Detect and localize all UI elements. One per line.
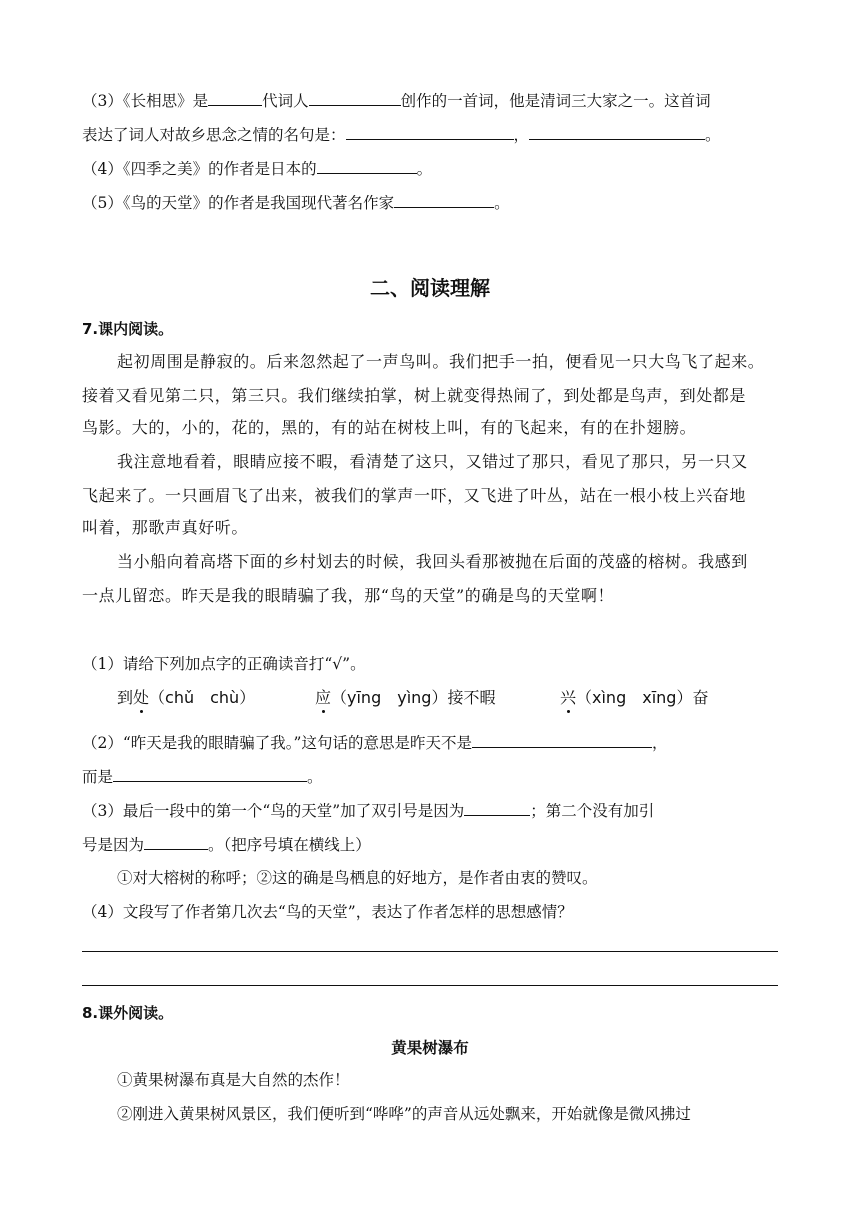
- q3-blank-poet[interactable]: [309, 90, 401, 106]
- passage-line-7: 当小船向着高塔下面的乡村划去的时候，我回头看那被抛在后面的茂盛的榕树。我感到: [117, 552, 748, 571]
- pinyin-item-2-dotted: 应: [315, 688, 332, 707]
- passage-line-4: 我注意地看着，眼睛应接不暇，看清楚了这只，又错过了那只，看见了那只，另一只又: [117, 452, 748, 471]
- q3-text-c: 创作的一首词，他是清词三大家之一。这首词: [400, 92, 711, 110]
- q8-subtitle: 黄果树瀑布: [391, 1039, 469, 1057]
- passage-line-8: 一点儿留恋。昨天是我的眼睛骗了我，那“鸟的天堂”的确是鸟的天堂啊！: [82, 586, 615, 605]
- q4-blank[interactable]: [317, 158, 417, 174]
- q4-end: 。: [416, 160, 433, 178]
- q5-blank[interactable]: [394, 192, 494, 208]
- sub3-semi: ；第二个没有加引: [530, 802, 655, 820]
- passage-line-2: 接着又看见第二只，第三只。我们继续拍掌，树上就变得热闹了，到处都是鸟声，到处都是: [82, 386, 747, 405]
- q3-blank-dynasty[interactable]: [208, 90, 262, 106]
- sub2-comma: ，: [651, 734, 668, 752]
- q3-line2: [82, 124, 721, 145]
- sub3-text-a: （3）最后一段中的第一个“鸟的天堂”加了双引号是因为: [82, 802, 465, 820]
- sub2-text-b: 而是: [82, 768, 114, 786]
- answer-line-2[interactable]: [82, 985, 778, 986]
- sub2-end: 。: [307, 768, 323, 786]
- sub3-end: 。（把序号填在横线上）: [208, 836, 371, 854]
- pinyin-item-1-options[interactable]: （chǔ chù）: [149, 688, 256, 707]
- pinyin-item-1: [117, 688, 255, 708]
- passage-line-6: 叫着，那歌声真好听。: [82, 518, 249, 537]
- pinyin-item-2-options[interactable]: （yīng yìng）: [331, 688, 448, 707]
- pinyin-item-2-post: 接不暇: [447, 688, 496, 707]
- sub3-text-b: 号是因为: [82, 836, 145, 854]
- q3-text-a: （3）《长相思》是: [82, 92, 209, 110]
- q3-blank-quote1[interactable]: [346, 124, 514, 140]
- q5-line: [82, 192, 510, 213]
- q3-comma: ，: [513, 126, 530, 144]
- q5-end: 。: [494, 194, 510, 212]
- passage-line-1: 起初周围是静寂的。后来忽然起了一声鸟叫。我们把手一拍，便看见一只大鸟飞了起来。: [117, 352, 765, 371]
- sub3-line2: [82, 834, 371, 855]
- pinyin-item-3: [560, 688, 708, 708]
- pinyin-item-3-options[interactable]: （xìng xīng）: [576, 688, 693, 707]
- sub2-line1: [82, 732, 667, 753]
- sub3-options: ①对大榕树的称呼；②这的确是鸟栖息的好地方，是作者由衷的赞叹。: [117, 869, 598, 887]
- passage-line-3: 鸟影。大的，小的，花的，黑的，有的站在树枝上叫，有的飞起来，有的在扑翅膀。: [82, 418, 697, 437]
- sub4-prompt: （4）文段写了作者第几次去“鸟的天堂”，表达了作者怎样的思想感情？: [82, 903, 573, 921]
- answer-line-1[interactable]: [82, 951, 778, 952]
- section-heading: 二、阅读理解: [370, 276, 490, 300]
- sub2-text-a: （2）“昨天是我的眼睛骗了我。”这句话的意思是昨天不是: [82, 734, 472, 752]
- passage-line-5: 飞起来了。一只画眉飞了出来，被我们的掌声一吓，又飞进了叶丛，站在一根小枝上兴奋地: [82, 486, 747, 505]
- q3-text-d: 表达了词人对故乡思念之情的名句是：: [82, 126, 346, 144]
- pinyin-item-3-dotted: 兴: [560, 688, 577, 707]
- sub3-blank-1[interactable]: [464, 800, 530, 816]
- pinyin-item-2: [315, 688, 495, 708]
- sub2-blank-1[interactable]: [472, 732, 652, 748]
- sub2-blank-2[interactable]: [113, 766, 307, 782]
- q8-para-1: ①黄果树瀑布真是大自然的杰作！: [117, 1071, 350, 1089]
- pinyin-item-1-pre: 到: [117, 688, 134, 707]
- q3-blank-quote2[interactable]: [529, 124, 705, 140]
- q3-end: 。: [705, 126, 721, 144]
- q3-line1: [82, 90, 711, 111]
- q5-text: （5）《鸟的天堂》的作者是我国现代著名作家: [82, 194, 395, 212]
- sub3-blank-2[interactable]: [144, 834, 208, 850]
- q4-text: （4）《四季之美》的作者是日本的: [82, 160, 317, 178]
- q3-text-b: 代词人: [262, 92, 309, 110]
- q8-para-2: ②刚进入黄果树风景区，我们便听到“哗哗”的声音从远处飘来，开始就像是微风拂过: [117, 1105, 691, 1123]
- sub3-line1: [82, 800, 654, 821]
- q7-title: 7.课内阅读。: [82, 320, 174, 338]
- pinyin-item-3-post: 奋: [692, 688, 709, 707]
- sub2-line2: [82, 766, 323, 787]
- q4-line: [82, 158, 432, 179]
- sub1-prompt: （1）请给下列加点字的正确读音打“√”。: [82, 655, 366, 673]
- pinyin-item-1-dotted: 处: [133, 688, 150, 707]
- q8-title: 8.课外阅读。: [82, 1004, 174, 1022]
